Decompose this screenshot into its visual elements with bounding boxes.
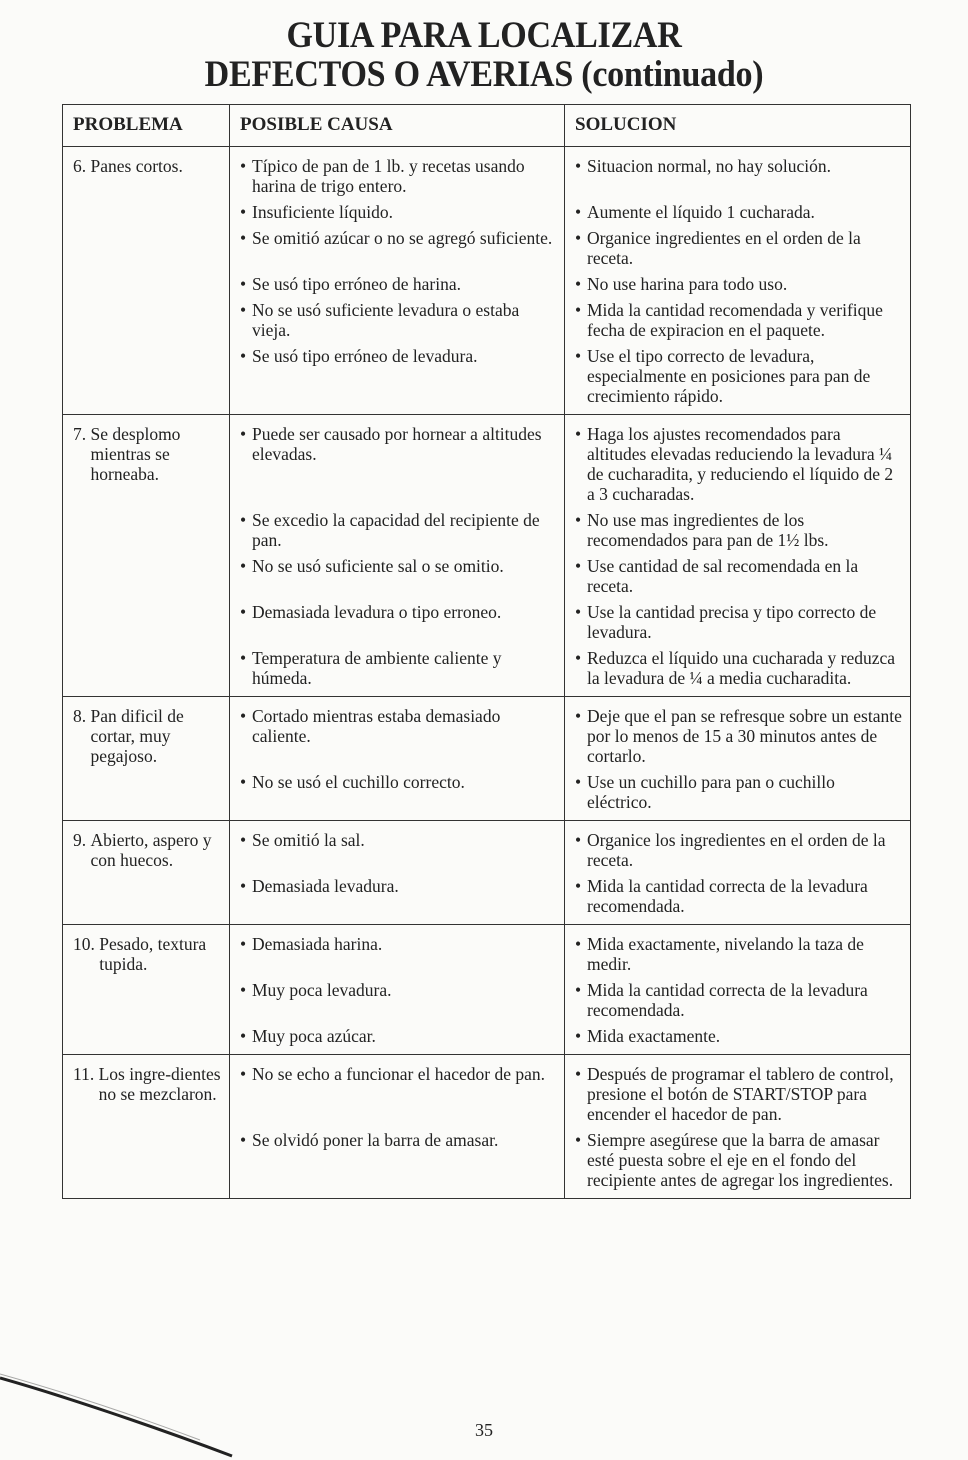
- cause-item: • No se usó suficiente levadura o estaba vieja.: [240, 300, 556, 340]
- problem-cell: [63, 821, 230, 925]
- header-problem: PROBLEMA: [63, 105, 230, 147]
- problem-entry: [73, 156, 221, 176]
- table-row: [63, 1055, 911, 1199]
- solution-item: • Haga los ajustes recomendados para altitudes elevadas reduciendo la levadura ¼ de cucharadita, y reduciendo el líquido de 2 a 3 cucharadas.: [575, 424, 902, 504]
- page-corner-mark: [0, 1370, 240, 1460]
- cause-item: • Típico de pan de 1 lb. y recetas usando harina de trigo entero.: [240, 156, 556, 196]
- solution-item: • Mida la cantidad recomendada y verifique fecha de expiracion en el paquete.: [575, 300, 902, 340]
- problem-text: Panes cortos.: [90, 156, 183, 176]
- solution-cell: [565, 697, 911, 821]
- problem-text: Abierto, aspero y con huecos.: [90, 830, 212, 870]
- problem-number: 11.: [73, 1064, 99, 1084]
- solution-item: • No use harina para todo uso.: [575, 274, 902, 294]
- cause-cell: [230, 925, 565, 1055]
- cause-item: • Temperatura de ambiente caliente y húmeda.: [240, 648, 556, 688]
- solution-item: • Aumente el líquido 1 cucharada.: [575, 202, 902, 222]
- problem-entry: [73, 830, 221, 870]
- cause-cell: [230, 415, 565, 697]
- problem-text: Los ingre-dientes no se mezclaron.: [98, 1064, 221, 1104]
- solution-cell: [565, 415, 911, 697]
- cause-item: • Insuficiente líquido.: [240, 202, 556, 222]
- table-row: [63, 415, 911, 697]
- solution-item: • Deje que el pan se refresque sobre un estante por lo menos de 15 a 30 minutos antes de cortarlo.: [575, 706, 902, 766]
- solution-cell: [565, 821, 911, 925]
- solution-item: • Organice ingredientes en el orden de la receta.: [575, 228, 902, 268]
- problem-cell: [63, 415, 230, 697]
- problem-cell: [63, 1055, 230, 1199]
- table-header-row: [63, 105, 911, 147]
- problem-entry: [73, 706, 221, 766]
- problem-cell: [63, 925, 230, 1055]
- problem-number: 10.: [73, 934, 100, 954]
- cause-item: • No se usó el cuchillo correcto.: [240, 772, 556, 812]
- cause-cell: [230, 697, 565, 821]
- table-row: [63, 925, 911, 1055]
- cause-item: • Se olvidó poner la barra de amasar.: [240, 1130, 556, 1190]
- solution-item: • Mida exactamente, nivelando la taza de medir.: [575, 934, 902, 974]
- cause-item: • Muy poca azúcar.: [240, 1026, 556, 1046]
- page-title: [39, 16, 930, 94]
- cause-item: • Puede ser causado por hornear a altitudes elevadas.: [240, 424, 556, 504]
- solution-item: • Situacion normal, no hay solución.: [575, 156, 902, 196]
- solution-item: • Después de programar el tablero de control, presione el botón de START/STOP para encender el hacedor de pan.: [575, 1064, 902, 1124]
- table-row: [63, 147, 911, 415]
- cause-item: • Demasiada harina.: [240, 934, 556, 974]
- problem-number: 7.: [73, 424, 91, 444]
- cause-item: • Demasiada levadura.: [240, 876, 556, 916]
- cause-item: • Demasiada levadura o tipo erroneo.: [240, 602, 556, 642]
- cause-item: • Se usó tipo erróneo de harina.: [240, 274, 556, 294]
- cause-item: • Se usó tipo erróneo de levadura.: [240, 346, 556, 406]
- troubleshooting-table: [62, 104, 911, 1199]
- problem-text: Pesado, textura tupida.: [99, 934, 207, 974]
- page-number: 35: [475, 1420, 493, 1440]
- cause-cell: [230, 147, 565, 415]
- cause-item: • Se omitió la sal.: [240, 830, 556, 870]
- solution-item: • Use la cantidad precisa y tipo correcto de levadura.: [575, 602, 902, 642]
- header-cause: POSIBLE CAUSA: [230, 105, 565, 147]
- table-row: [63, 697, 911, 821]
- solution-item: • Mida exactamente.: [575, 1026, 902, 1046]
- cause-item: • Cortado mientras estaba demasiado caliente.: [240, 706, 556, 766]
- header-solution: SOLUCION: [565, 105, 911, 147]
- cause-item: • Muy poca levadura.: [240, 980, 556, 1020]
- cause-cell: [230, 1055, 565, 1199]
- solution-cell: [565, 147, 911, 415]
- solution-item: • Use cantidad de sal recomendada en la receta.: [575, 556, 902, 596]
- problem-number: 8.: [73, 706, 91, 726]
- cause-item: • Se omitió azúcar o no se agregó suficiente.: [240, 228, 556, 268]
- solution-item: • No use mas ingredientes de los recomendados para pan de 1½ lbs.: [575, 510, 902, 550]
- solution-item: • Reduzca el líquido una cucharada y reduzca la levadura de ¼ a media cucharadita.: [575, 648, 902, 688]
- solution-item: • Siempre asegúrese que la barra de amasar esté puesta sobre el eje en el fondo del recipiente antes de agregar los ingredientes.: [575, 1130, 902, 1190]
- solution-item: • Use un cuchillo para pan o cuchillo eléctrico.: [575, 772, 902, 812]
- problem-number: 6.: [73, 156, 91, 176]
- problem-entry: [73, 1064, 221, 1104]
- title-line-2: DEFECTOS O AVERIAS (continuado): [204, 54, 764, 95]
- problem-entry: [73, 424, 221, 484]
- cause-cell: [230, 821, 565, 925]
- cause-item: • No se echo a funcionar el hacedor de pan.: [240, 1064, 556, 1124]
- problem-number: 9.: [73, 830, 91, 850]
- problem-text: Se desplomo mientras se horneaba.: [90, 424, 181, 484]
- solution-item: • Organice los ingredientes en el orden de la receta.: [575, 830, 902, 870]
- solution-item: • Use el tipo correcto de levadura, especialmente en posiciones para pan de crecimiento rápido.: [575, 346, 902, 406]
- problem-cell: [63, 697, 230, 821]
- solution-item: • Mida la cantidad correcta de la levadura recomendada.: [575, 980, 902, 1020]
- solution-item: • Mida la cantidad correcta de la levadura recomendada.: [575, 876, 902, 916]
- problem-text: Pan dificil de cortar, muy pegajoso.: [90, 706, 184, 766]
- table-row: [63, 821, 911, 925]
- cause-item: • Se excedio la capacidad del recipiente de pan.: [240, 510, 556, 550]
- solution-cell: [565, 1055, 911, 1199]
- solution-cell: [565, 925, 911, 1055]
- problem-entry: [73, 934, 221, 974]
- problem-cell: [63, 147, 230, 415]
- cause-item: • No se usó suficiente sal o se omitio.: [240, 556, 556, 596]
- title-line-1: GUIA PARA LOCALIZAR: [286, 15, 682, 56]
